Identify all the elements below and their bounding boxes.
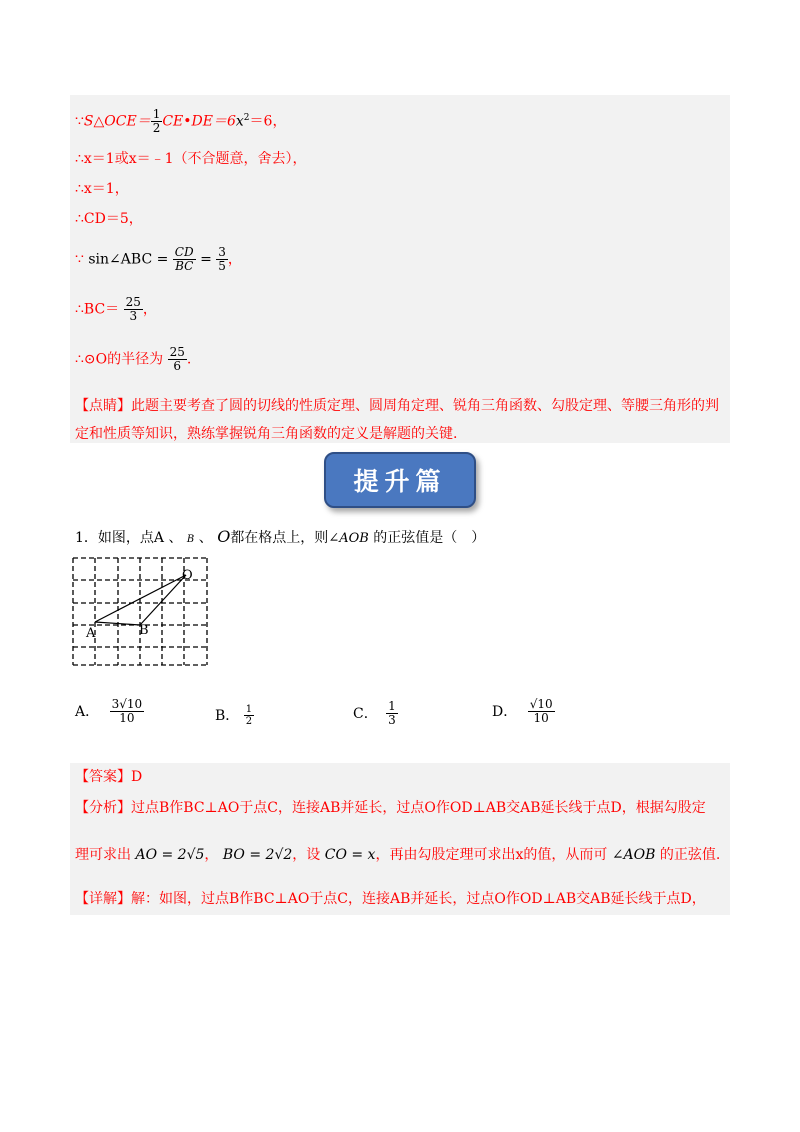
- angle-aob: ∠AOB: [328, 531, 369, 546]
- because-symbol: ∵: [75, 113, 84, 130]
- frac-den: 2: [152, 121, 161, 135]
- label-a: A: [86, 626, 96, 641]
- option-b[interactable]: [215, 704, 254, 727]
- option-fraction: [528, 698, 555, 725]
- analysis-line-1: [75, 799, 706, 817]
- analysis-text: 过点B作BC⊥AO于点C，连接AB并延长，过点O作OD⊥AB交AB延长线于点D，根据勾股定: [131, 800, 706, 816]
- separator: ，: [204, 847, 219, 863]
- detail-text: 解：如图，过点B作BC⊥AO于点C，连接AB并延长，过点O作OD⊥AB交AB延长线于点D，: [131, 891, 706, 907]
- frac-num: √10: [529, 697, 553, 711]
- frac-den: 10: [110, 711, 145, 725]
- solution-line-1: [75, 108, 286, 135]
- point-o: O: [217, 527, 231, 546]
- comment-line-2: 定和性质等知识，熟练掌握锐角三角函数的定义是解题的关键.: [75, 426, 458, 442]
- label-b: B: [139, 623, 149, 638]
- three-fifths-fraction: [216, 246, 228, 273]
- comma: ，: [142, 301, 157, 318]
- comment-label: 【点睛】: [75, 398, 131, 414]
- option-letter: C．: [353, 705, 378, 722]
- frac-den: 6: [168, 359, 187, 373]
- solution-line-3: ∴x＝1，: [75, 181, 129, 197]
- because-symbol: ∵: [75, 251, 84, 268]
- frac-num: 1: [152, 107, 161, 121]
- bc-expression: ∴BC＝: [75, 301, 120, 318]
- label-o: O: [182, 568, 193, 583]
- solution-line-5: [75, 246, 242, 273]
- frac-num: 3√10: [111, 697, 143, 711]
- period: .: [186, 351, 192, 368]
- section-banner: [324, 452, 476, 508]
- cd-bc-fraction: [173, 246, 196, 273]
- equation-end: ＝6，: [249, 113, 287, 130]
- frac-den: 10: [528, 711, 555, 725]
- frac-den: 3: [124, 309, 143, 323]
- area-expression: S△OCE＝: [83, 113, 151, 130]
- option-d[interactable]: [492, 698, 555, 725]
- question-middle: 都在格点上，则: [230, 530, 329, 546]
- separator: 、: [198, 530, 213, 546]
- radius-expression: ∴⊙O的半径为: [75, 351, 164, 368]
- frac-den: BC: [173, 259, 196, 273]
- equals-sign: =: [200, 251, 212, 268]
- bo-length: BO = 2√2: [222, 847, 293, 863]
- solution-line-6: [75, 296, 157, 323]
- answer-line: [75, 768, 142, 786]
- banner-title: 提升篇: [353, 467, 447, 496]
- solution-line-7: [75, 346, 191, 373]
- option-fraction: [110, 698, 145, 725]
- exponent: 2: [243, 112, 250, 123]
- question-lead: 1．如图，点A 、: [75, 530, 183, 546]
- angle-aob: ∠AOB: [611, 847, 656, 863]
- frac-num: 3: [218, 245, 226, 259]
- radius-fraction: [168, 346, 187, 373]
- frac-num: 25: [169, 345, 185, 359]
- bc-fraction: [124, 296, 143, 323]
- option-fraction: [244, 704, 254, 727]
- solution-line-4: ∴CD＝5，: [75, 211, 143, 227]
- frac-num: CD: [174, 245, 194, 259]
- option-fraction: [386, 700, 398, 727]
- frac-num: 1: [245, 704, 253, 715]
- analysis-text: 理可求出: [75, 847, 131, 863]
- question-text: [75, 528, 485, 549]
- frac-num: 1: [388, 699, 396, 713]
- frac-den: 5: [218, 259, 226, 273]
- frac-den: 3: [388, 713, 396, 727]
- analysis-text: ，设: [292, 847, 321, 863]
- option-c[interactable]: [353, 700, 398, 727]
- comment-line-1: [75, 397, 719, 415]
- option-letter: D．: [492, 703, 518, 720]
- answer-value: D: [131, 769, 143, 785]
- grid-figure: [70, 555, 212, 671]
- co-length: CO = x: [324, 847, 376, 863]
- sine-expression: sin∠ABC =: [88, 251, 169, 268]
- detail-line: [75, 890, 706, 908]
- product-expression: CE•DE＝6: [162, 113, 236, 130]
- option-letter: A．: [75, 703, 100, 720]
- analysis-text: 的正弦值.: [659, 847, 721, 863]
- option-letter: B．: [215, 707, 240, 724]
- point-b: B: [186, 534, 195, 545]
- var-x: x: [235, 113, 244, 130]
- ao-length: AO = 2√5: [135, 847, 205, 863]
- analysis-label: 【分析】: [75, 800, 131, 816]
- comma: ，: [227, 251, 242, 268]
- analysis-line-2: [75, 846, 720, 864]
- frac-num: 25: [125, 295, 141, 309]
- analysis-text: ，再由勾股定理可求出x的值，从而可: [375, 847, 608, 863]
- answer-label: 【答案】: [75, 769, 131, 785]
- option-a[interactable]: [75, 698, 144, 725]
- frac-den: 2: [245, 716, 253, 727]
- detail-label: 【详解】: [75, 891, 131, 907]
- comment-text: 此题主要考查了圆的切线的性质定理、圆周角定理、锐角三角函数、勾股定理、等腰三角形的判: [131, 398, 719, 414]
- solution-line-2: ∴x＝1或x＝﹣1（不合题意，舍去），: [75, 151, 307, 167]
- half-fraction: [151, 108, 163, 135]
- question-tail: 的正弦值是（ ）: [373, 530, 486, 546]
